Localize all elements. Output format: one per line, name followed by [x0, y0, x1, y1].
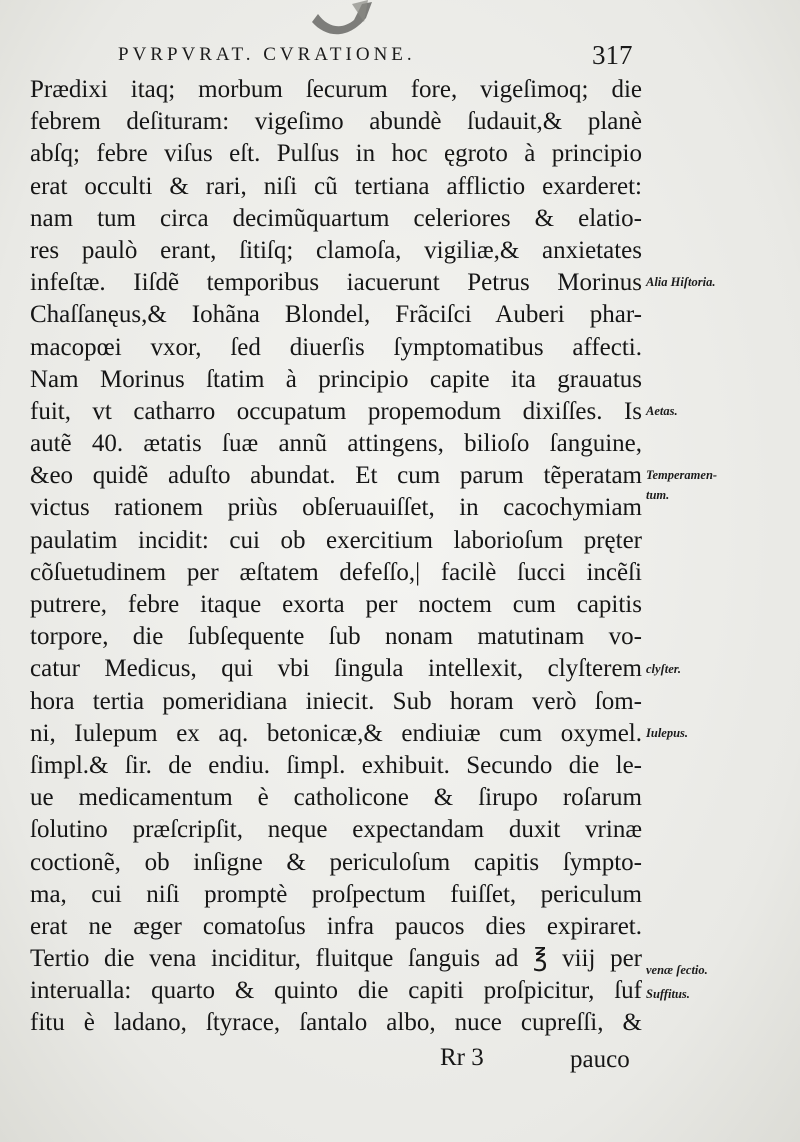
text-line: macopœi vxor, ſed diuerſis ſymptomatibus affecti.	[30, 333, 642, 361]
marginal-note: Temperamen-	[646, 468, 718, 483]
text-line: Chaſſanęus,& Iohãna Blondel, Frãciſci Auberi phar-	[30, 301, 642, 329]
text-line: hora tertia pomeridiana iniecit. Sub horam verò ſom-	[30, 687, 642, 715]
text-line: erat occulti & rari, niſi cũ tertiana afflictio exarderet:	[30, 172, 642, 200]
page-footer	[0, 1040, 800, 1080]
text-line: ma, cui niſi promptè proſpectum fuiſſet, periculum	[30, 880, 642, 908]
text-line: ni, Iulepum ex aq. betonicæ,& endiuiæ cum oxymel.	[30, 719, 642, 747]
text-line: putrere, febre itaque exorta per noctem cum capitis	[30, 591, 642, 618]
text-line: fuit, vt catharro occupatum propemodum dixiſſes. Is	[30, 397, 642, 425]
page-number: 317	[592, 40, 633, 70]
text-line: ſolutino præſcripſit, neque expectandam duxit vrinæ	[30, 816, 642, 844]
bookmark-ribbon	[308, 0, 378, 42]
text-line: torpore, die ſubſequente ſub nonam matutinam vo-	[30, 623, 642, 651]
marginal-notes	[646, 0, 796, 1142]
text-line: Tertio die vena inciditur, fluitque ſanguis ad ℥ viij per	[30, 945, 642, 973]
marginal-note: tum.	[646, 487, 670, 502]
text-line: &eo quidẽ aduſto abundat. Et cum parum tẽperatam	[30, 462, 642, 490]
text-line: nam tum circa decimũquartum celeriores & elatio-	[30, 204, 642, 232]
marginal-note: Aetas.	[646, 404, 678, 418]
marginal-note: Alia Hiſtoria.	[646, 275, 716, 290]
text-line: fitu è ladano, ſtyrace, ſantalo albo, nuce cupreſſi, &	[30, 1009, 642, 1037]
marginal-note: Iulepus.	[646, 726, 689, 740]
text-line: febrem deſituram: vigeſimo abundè ſudauit,& planè	[30, 108, 642, 136]
text-line: paulatim incidit: cui ob exercitium laborioſum pręter	[30, 526, 642, 554]
marginal-note: clyſter.	[646, 661, 682, 676]
text-line: Nam Morinus ſtatim à principio capite ita grauatus	[30, 365, 642, 393]
text-line: erat ne æger comatoſus infra paucos dies expiraret.	[30, 912, 642, 940]
text-line: infeſtæ. Iiſdẽ temporibus iacuerunt Petrus Morinus	[30, 269, 642, 297]
catchword: pauco	[570, 1046, 630, 1073]
text-line: res paulò erant, ſitiſq; clamoſa, vigiliæ,& anxietates	[30, 236, 642, 264]
running-head-title: PVRPVRAT. CVRATIONE.	[118, 44, 416, 65]
marginal-note: Suffitus.	[646, 986, 690, 1001]
text-line: catur Medicus, qui vbi ſingula intellexit, clyſterem	[30, 655, 642, 683]
marginal-note: venæ ſectio.	[646, 962, 708, 977]
text-line: abſq; febre viſus eſt. Pulſus in hoc ęgroto à principio	[30, 140, 642, 168]
text-line: Prædixi itaq; morbum ſecurum fore, vigeſimoq; die	[30, 76, 642, 103]
signature-mark: Rr 3	[440, 1044, 484, 1071]
text-line: ſimpl.& ſir. de endiu. ſimpl. exhibuit. Secundo die le-	[30, 751, 642, 779]
text-line: cõſuetudinem per æſtatem defeſſo,| facilè ſucci incẽſi	[30, 558, 642, 586]
text-line: victus rationem priùs obſeruauiſſet, in cacochymiam	[30, 494, 642, 522]
text-line: interualla: quarto & quinto die capiti proſpicitur, ſuf	[30, 977, 642, 1005]
text-line: ue medicamentum è catholicone & ſirupo roſarum	[30, 784, 642, 812]
text-line: coctionẽ, ob inſigne & periculoſum capitis ſympto-	[30, 848, 642, 876]
body-text	[30, 74, 642, 1040]
text-line: autẽ 40. ætatis ſuæ annũ attingens, bilioſo ſanguine,	[30, 430, 642, 458]
